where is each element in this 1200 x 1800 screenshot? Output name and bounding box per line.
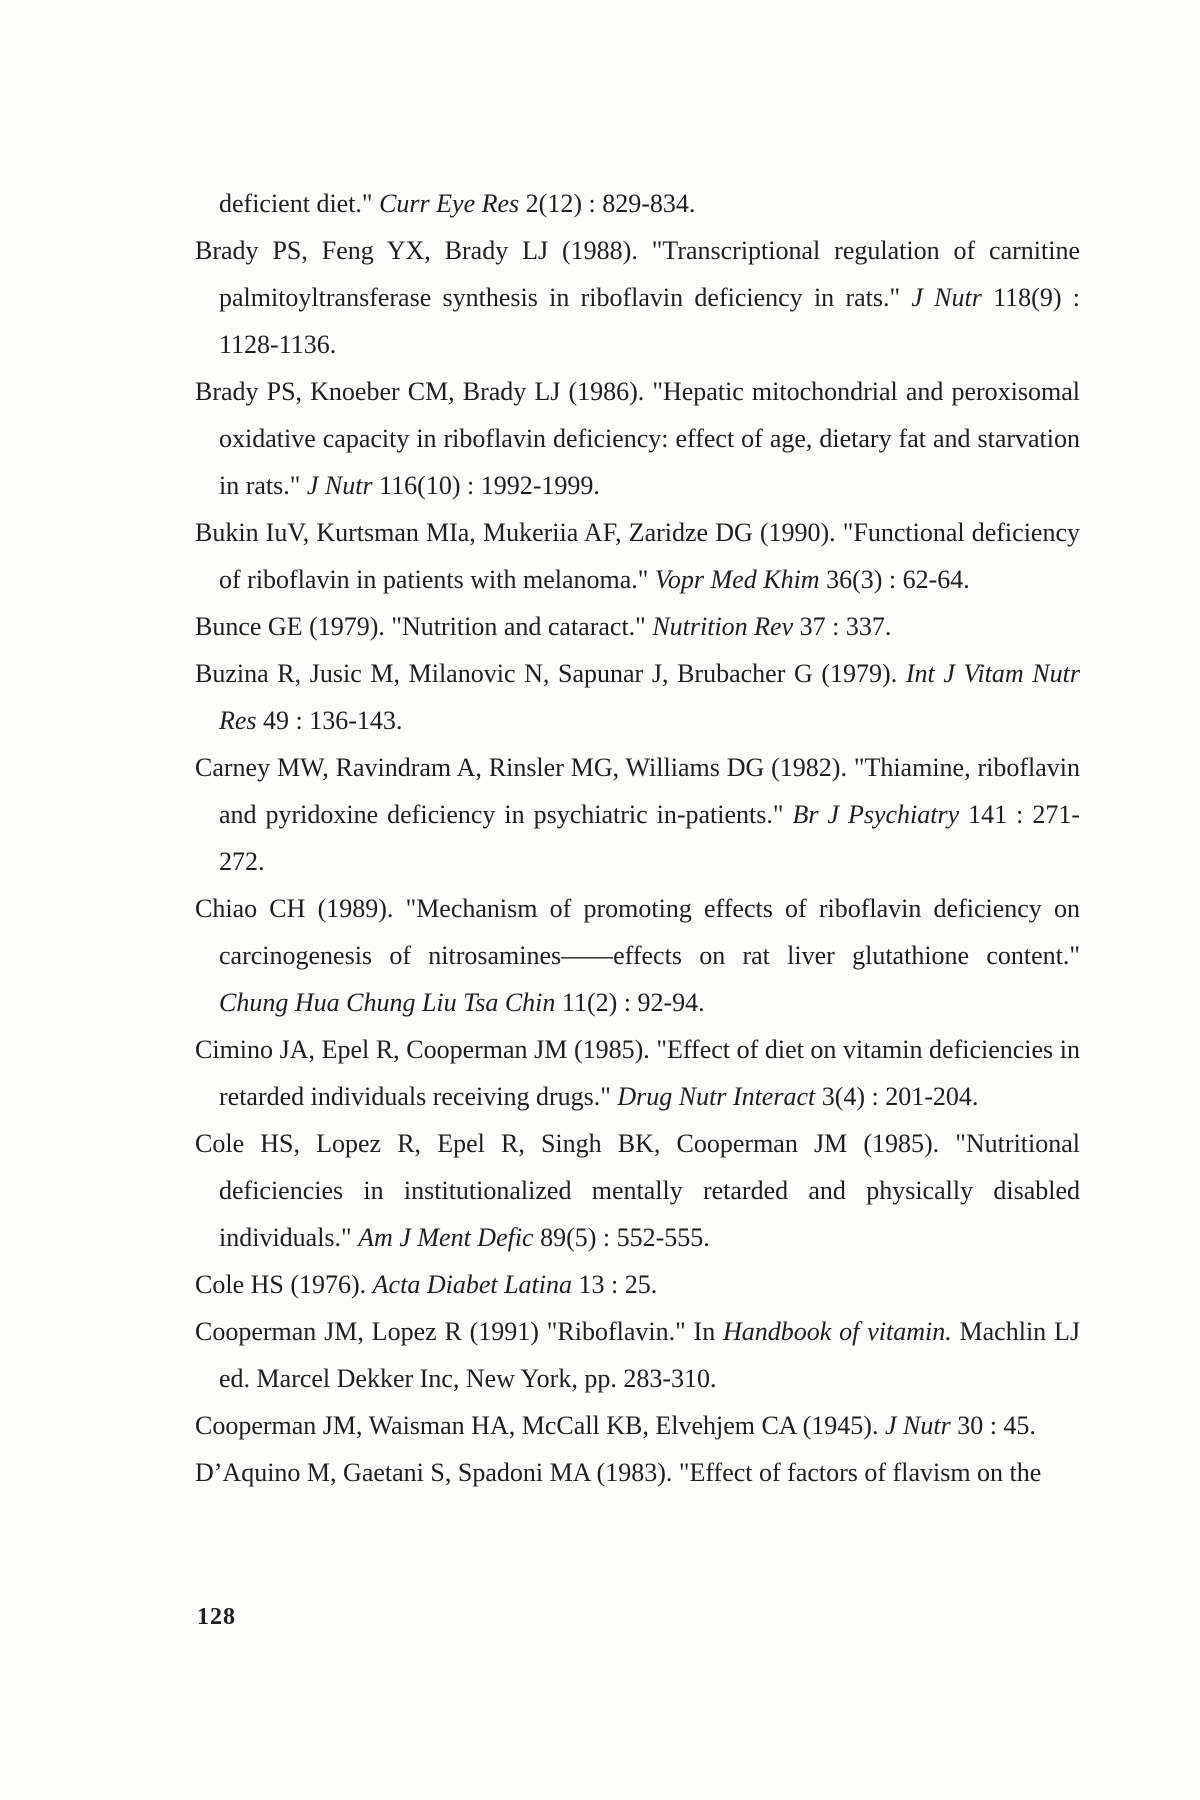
- reference-text: Buzina R, Jusic M, Milanovic N, Sapunar J, Brubacher G (1979).: [195, 659, 906, 688]
- journal-title: J Nutr: [306, 471, 373, 500]
- reference-entry: [195, 368, 1080, 509]
- reference-text: 3(4) : 201-204.: [815, 1082, 979, 1111]
- reference-text: Bukin IuV, Kurtsman MIa, Mukeriia AF, Zaridze DG (1990). "Functional deficiency of riboflavin in patients with melanoma.": [195, 518, 1080, 594]
- reference-entry: [195, 509, 1080, 603]
- reference-text: 118(9) : 1128-1136.: [219, 283, 1080, 359]
- journal-title: Curr Eye Res: [379, 189, 520, 218]
- journal-title: Chung Hua Chung Liu Tsa Chin: [219, 988, 556, 1017]
- reference-entry: [195, 1120, 1080, 1261]
- journal-title: Br J Psychiatry: [792, 800, 960, 829]
- reference-text: 37 : 337.: [793, 612, 892, 641]
- reference-entry: [195, 744, 1080, 885]
- reference-text: Cimino JA, Epel R, Cooperman JM (1985). "Effect of diet on vitamin deficiencies in retarded individuals receiving drugs.": [195, 1035, 1080, 1111]
- journal-title: Acta Diabet Latina: [372, 1270, 572, 1299]
- reference-text: Cole HS (1976).: [195, 1270, 373, 1299]
- reference-entry: [195, 1308, 1080, 1402]
- reference-text: 116(10) : 1992-1999.: [372, 471, 600, 500]
- journal-title: Handbook of vitamin.: [723, 1317, 952, 1346]
- reference-text: 11(2) : 92-94.: [555, 988, 705, 1017]
- reference-text: 2(12) : 829-834.: [519, 189, 696, 218]
- journal-title: Int J Vitam Nutr Res: [219, 659, 1080, 735]
- reference-text: Bunce GE (1979). "Nutrition and cataract.": [195, 612, 653, 641]
- journal-title: J Nutr: [884, 1411, 951, 1440]
- reference-text: Brady PS, Knoeber CM, Brady LJ (1986). "Hepatic mitochondrial and peroxisomal oxidative capacity in riboflavin deficiency: effect of age, dietary fat and starvation in rats.": [195, 377, 1080, 500]
- reference-list: [195, 180, 1080, 1496]
- reference-text: 89(5) : 552-555.: [533, 1223, 710, 1252]
- journal-title: J Nutr: [911, 283, 982, 312]
- journal-title: Drug Nutr Interact: [617, 1082, 816, 1111]
- reference-text: Cole HS, Lopez R, Epel R, Singh BK, Cooperman JM (1985). "Nutritional deficiencies in institutionalized mentally retarded and physically disabled individuals.": [195, 1129, 1080, 1252]
- reference-entry: [195, 1449, 1080, 1496]
- journal-title: Am J Ment Defic: [358, 1223, 534, 1252]
- reference-text: Cooperman JM, Waisman HA, McCall KB, Elvehjem CA (1945).: [195, 1411, 885, 1440]
- reference-entry: [195, 885, 1080, 1026]
- reference-entry: [195, 227, 1080, 368]
- reference-text: Machlin LJ ed. Marcel Dekker Inc, New York, pp. 283-310.: [219, 1317, 1080, 1393]
- reference-text: 141 : 271-272.: [219, 800, 1080, 876]
- reference-entry: [195, 650, 1080, 744]
- reference-entry: [195, 180, 1080, 227]
- reference-text: 49 : 136-143.: [256, 706, 403, 735]
- reference-text: Chiao CH (1989). "Mechanism of promoting effects of riboflavin deficiency on carcinogenesis of nitrosamines——effects on rat liver glutathione content.": [195, 894, 1080, 970]
- page-number: 128: [197, 1604, 236, 1630]
- reference-text: D’Aquino M, Gaetani S, Spadoni MA (1983). "Effect of factors of flavism on the: [195, 1458, 1042, 1487]
- reference-text: Cooperman JM, Lopez R (1991) "Riboflavin." In: [195, 1317, 724, 1346]
- journal-title: Vopr Med Khim: [654, 565, 820, 594]
- reference-entry: [195, 1261, 1080, 1308]
- reference-text: 36(3) : 62-64.: [819, 565, 970, 594]
- reference-text: deficient diet.": [219, 189, 380, 218]
- journal-title: Nutrition Rev: [652, 612, 794, 641]
- reference-text: 13 : 25.: [572, 1270, 658, 1299]
- reference-entry: [195, 1026, 1080, 1120]
- reference-entry: [195, 1402, 1080, 1449]
- reference-entry: [195, 603, 1080, 650]
- reference-text: Brady PS, Feng YX, Brady LJ (1988). "Transcriptional regulation of carnitine palmitoyltransferase synthesis in riboflavin deficiency in rats.": [195, 236, 1080, 312]
- reference-text: Carney MW, Ravindram A, Rinsler MG, Williams DG (1982). "Thiamine, riboflavin and pyridoxine deficiency in psychiatric in-patients.": [195, 753, 1080, 829]
- reference-text: 30 : 45.: [950, 1411, 1036, 1440]
